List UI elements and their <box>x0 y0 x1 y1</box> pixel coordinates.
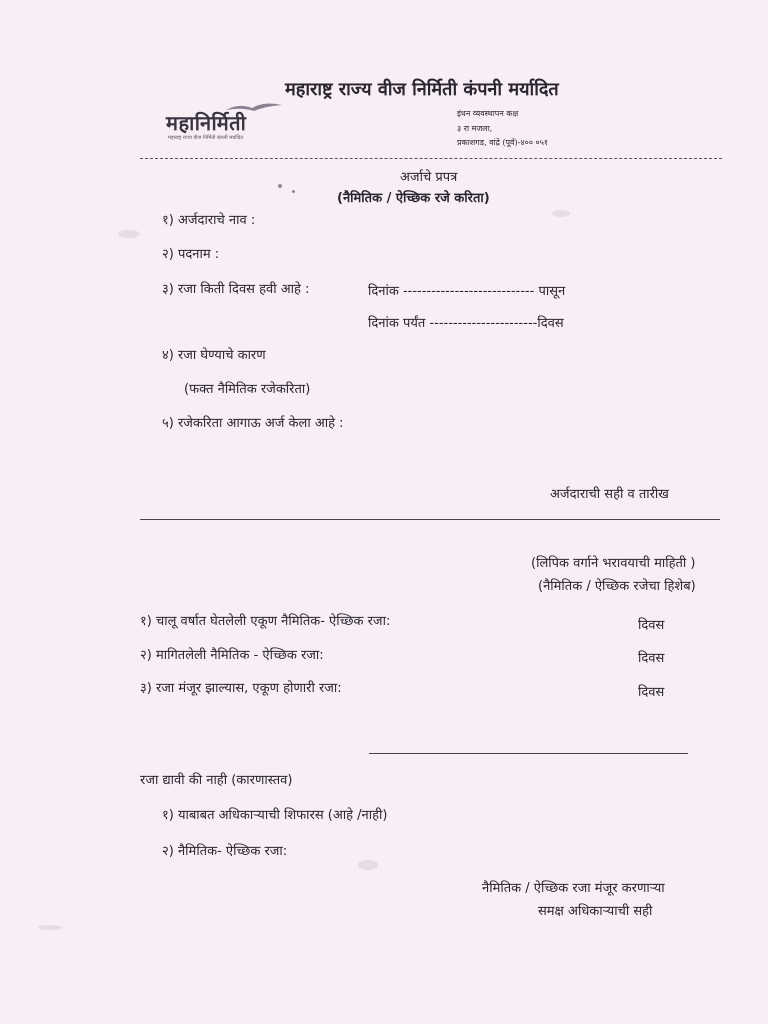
scan-speck <box>38 925 62 930</box>
scan-speck <box>552 210 570 217</box>
scan-speck <box>292 190 295 193</box>
field-designation: २) पदनाम : <box>162 247 220 262</box>
form-title: अर्जाचे प्रपत्र <box>400 170 458 185</box>
clerk-row-unit: दिवस <box>638 651 665 666</box>
approval-heading: रजा द्यावी की नाही (कारणास्तव) <box>140 773 293 788</box>
clerk-signature-line <box>369 753 688 754</box>
scan-speck <box>278 184 282 188</box>
field-date-from: दिनांक ---------------------------- पासून <box>368 284 566 299</box>
approval-recommendation: १) याबाबत अधिकाऱ्याची शिफारस (आहे /नाही) <box>162 808 388 823</box>
approver-signature-line-1: नैमितिक / ऐच्छिक रजा मंजूर करणाऱ्या <box>482 881 665 896</box>
clerk-row-label: २) मागितलेली नैमितिक - ऐच्छिक रजा: <box>140 648 324 663</box>
mahanirmiti-logo <box>166 101 356 147</box>
clerk-row-label: १) चालू वर्षात घेतलेली एकूण नैमितिक- ऐच्छिक रजा: <box>140 614 391 629</box>
logo-subtitle: महाराष्ट्र राज्य वीज निर्मिती कंपनी मर्यादित <box>168 135 244 141</box>
approver-signature-line-2: समक्ष अधिकाऱ्याची सही <box>538 904 653 919</box>
field-applicant-name: १) अर्जदाराचे नाव : <box>162 213 256 228</box>
section-divider <box>140 519 720 520</box>
clerk-row-unit: दिवस <box>638 685 665 700</box>
field-leave-reason: ४) रजा घेण्याचे कारण <box>162 348 266 363</box>
scan-speck <box>358 860 378 870</box>
approval-leave: २) नैमितिक- ऐच्छिक रजा: <box>162 844 288 859</box>
clerk-row-label: ३) रजा मंजूर झाल्यास, एकूण होणारी रजा: <box>140 681 342 696</box>
scan-speck <box>118 230 140 238</box>
organization-name: महाराष्ट्र राज्य वीज निर्मिती कंपनी मर्यादित <box>285 79 559 100</box>
field-date-to: दिनांक पर्यंत -----------------------दिवस <box>368 316 564 331</box>
address-line-1: इंधन व्यवस्थापन कक्ष <box>457 109 519 118</box>
clerk-heading: (लिपिक वर्गाने भरावयाची माहिती ) <box>531 556 696 571</box>
form-subtitle: (नैमितिक / ऐच्छिक रजे करिता) <box>337 191 490 206</box>
logo-text: महानिर्मिती <box>166 111 247 135</box>
field-leave-reason-note: (फक्त नैमितिक रजेकरिता) <box>184 382 311 397</box>
clerk-row-unit: दिवस <box>638 618 665 633</box>
address-line-2: ३ रा मजला, <box>457 124 493 133</box>
field-advance-application: ५) रजेकरिता आगाऊ अर्ज केला आहे : <box>162 416 344 431</box>
field-leave-days: ३) रजा किती दिवस हवी आहे : <box>162 282 310 297</box>
header-divider <box>140 158 722 159</box>
address-line-3: प्रकाशगड, वांद्रे (पूर्व)-४०० ०५१ <box>457 138 549 147</box>
clerk-subheading: (नैमितिक / ऐच्छिक रजेचा हिशेब) <box>538 579 696 594</box>
applicant-signature-label: अर्जदाराची सही व तारीख <box>550 487 669 502</box>
